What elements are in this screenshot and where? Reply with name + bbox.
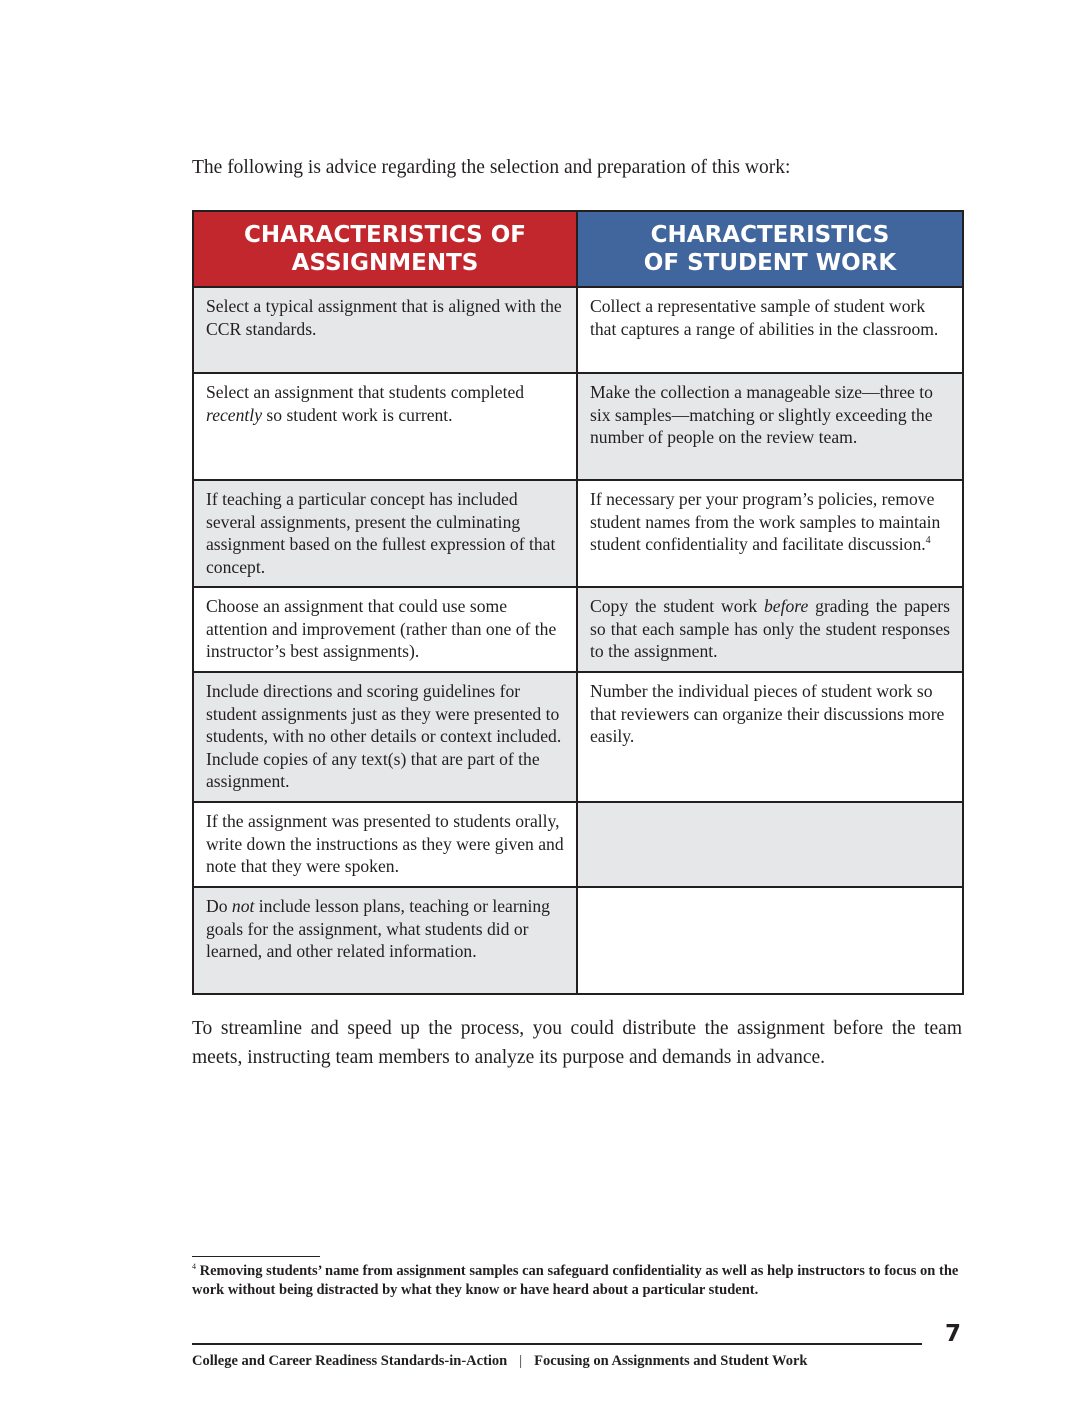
table-row <box>193 287 963 373</box>
table-row <box>193 802 963 887</box>
emphasis-text: not <box>231 896 255 916</box>
table-header-row <box>193 211 963 287</box>
table-row <box>193 480 963 587</box>
student-work-text: If necessary per your program’s policies, remove student names from the work samples to maintain student confidentiality and facilitate discussion. <box>590 489 941 554</box>
footnote-text: Removing students’ name from assignment samples can safeguard confidentiality as well as help instructors to focus on the work without being distracted by what they know or have heard about a particular student. <box>192 1263 959 1298</box>
assignment-cell: Include directions and scoring guidelines for student assignments just as they were presented to students, with no other details or context included. Include copies of any text(s) that are part of the assignment. <box>193 672 577 802</box>
emphasis-text: before <box>764 596 809 616</box>
assignment-text: Do <box>206 896 232 916</box>
student-work-cell <box>577 887 963 994</box>
assignment-cell <box>193 887 577 994</box>
table-row <box>193 373 963 480</box>
footnote-divider <box>192 1256 320 1257</box>
student-work-cell <box>577 480 963 587</box>
footer-divider <box>192 1343 922 1345</box>
footnote <box>192 1262 962 1300</box>
student-work-cell: Number the individual pieces of student work so that reviewers can organize their discussions more easily. <box>577 672 963 802</box>
student-work-cell <box>577 587 963 672</box>
student-work-cell: Collect a representative sample of student work that captures a range of abilities in the classroom. <box>577 287 963 373</box>
student-work-cell: Make the collection a manageable size—three to six samples—matching or slightly exceeding the number of people on the review team. <box>577 373 963 480</box>
emphasis-text: recently <box>206 404 263 425</box>
running-footer <box>192 1351 807 1371</box>
footer-separator: | <box>519 1353 523 1369</box>
assignment-cell: Choose an assignment that could use some attention and improvement (rather than one of the instructor’s best assignments). <box>193 587 577 672</box>
student-work-text: Copy the student work <box>590 596 764 616</box>
header-student-work-line2: OF STUDENT WORK <box>643 250 897 276</box>
page-number: 7 <box>945 1321 962 1347</box>
closing-paragraph: To streamline and speed up the process, you could distribute the assignment before the team meets, instructing team members to analyze its purpose and demands in advance. <box>192 1018 962 1068</box>
intro-paragraph: The following is advice regarding the selection and preparation of this work: <box>192 157 791 178</box>
table-row <box>193 587 963 672</box>
assignment-text: so student work is current. <box>262 404 453 425</box>
table-row <box>193 672 963 802</box>
assignment-cell: If the assignment was presented to students orally, write down the instructions as they were given and note that they were spoken. <box>193 802 577 887</box>
header-student-work <box>577 211 963 287</box>
header-assignments <box>193 211 577 287</box>
advice-table <box>192 210 964 995</box>
assignment-cell <box>193 373 577 480</box>
table-row <box>193 887 963 994</box>
footnote-number: 4 <box>192 1262 196 1272</box>
assignment-text: Select an assignment that students completed <box>206 382 525 402</box>
header-assignments-line1: CHARACTERISTICS OF <box>244 222 526 248</box>
footnote-ref: 4 <box>925 535 931 547</box>
assignment-text: include lesson plans, teaching or learning goals for the assignment, what students did or learned, and other related information. <box>206 896 550 961</box>
section-title: Focusing on Assignments and Student Work <box>534 1353 808 1369</box>
student-work-text: grading the papers so that each sample has only the student responses to the assignment. <box>590 596 950 661</box>
publication-title: College and Career Readiness Standards-in-Action <box>192 1353 508 1369</box>
header-student-work-line1: CHARACTERISTICS <box>650 222 890 248</box>
assignment-cell: If teaching a particular concept has included several assignments, present the culminating assignment based on the fullest expression of that concept. <box>193 480 577 587</box>
assignment-cell: Select a typical assignment that is aligned with the CCR standards. <box>193 287 577 373</box>
student-work-cell <box>577 802 963 887</box>
header-assignments-line2: ASSIGNMENTS <box>291 250 479 276</box>
